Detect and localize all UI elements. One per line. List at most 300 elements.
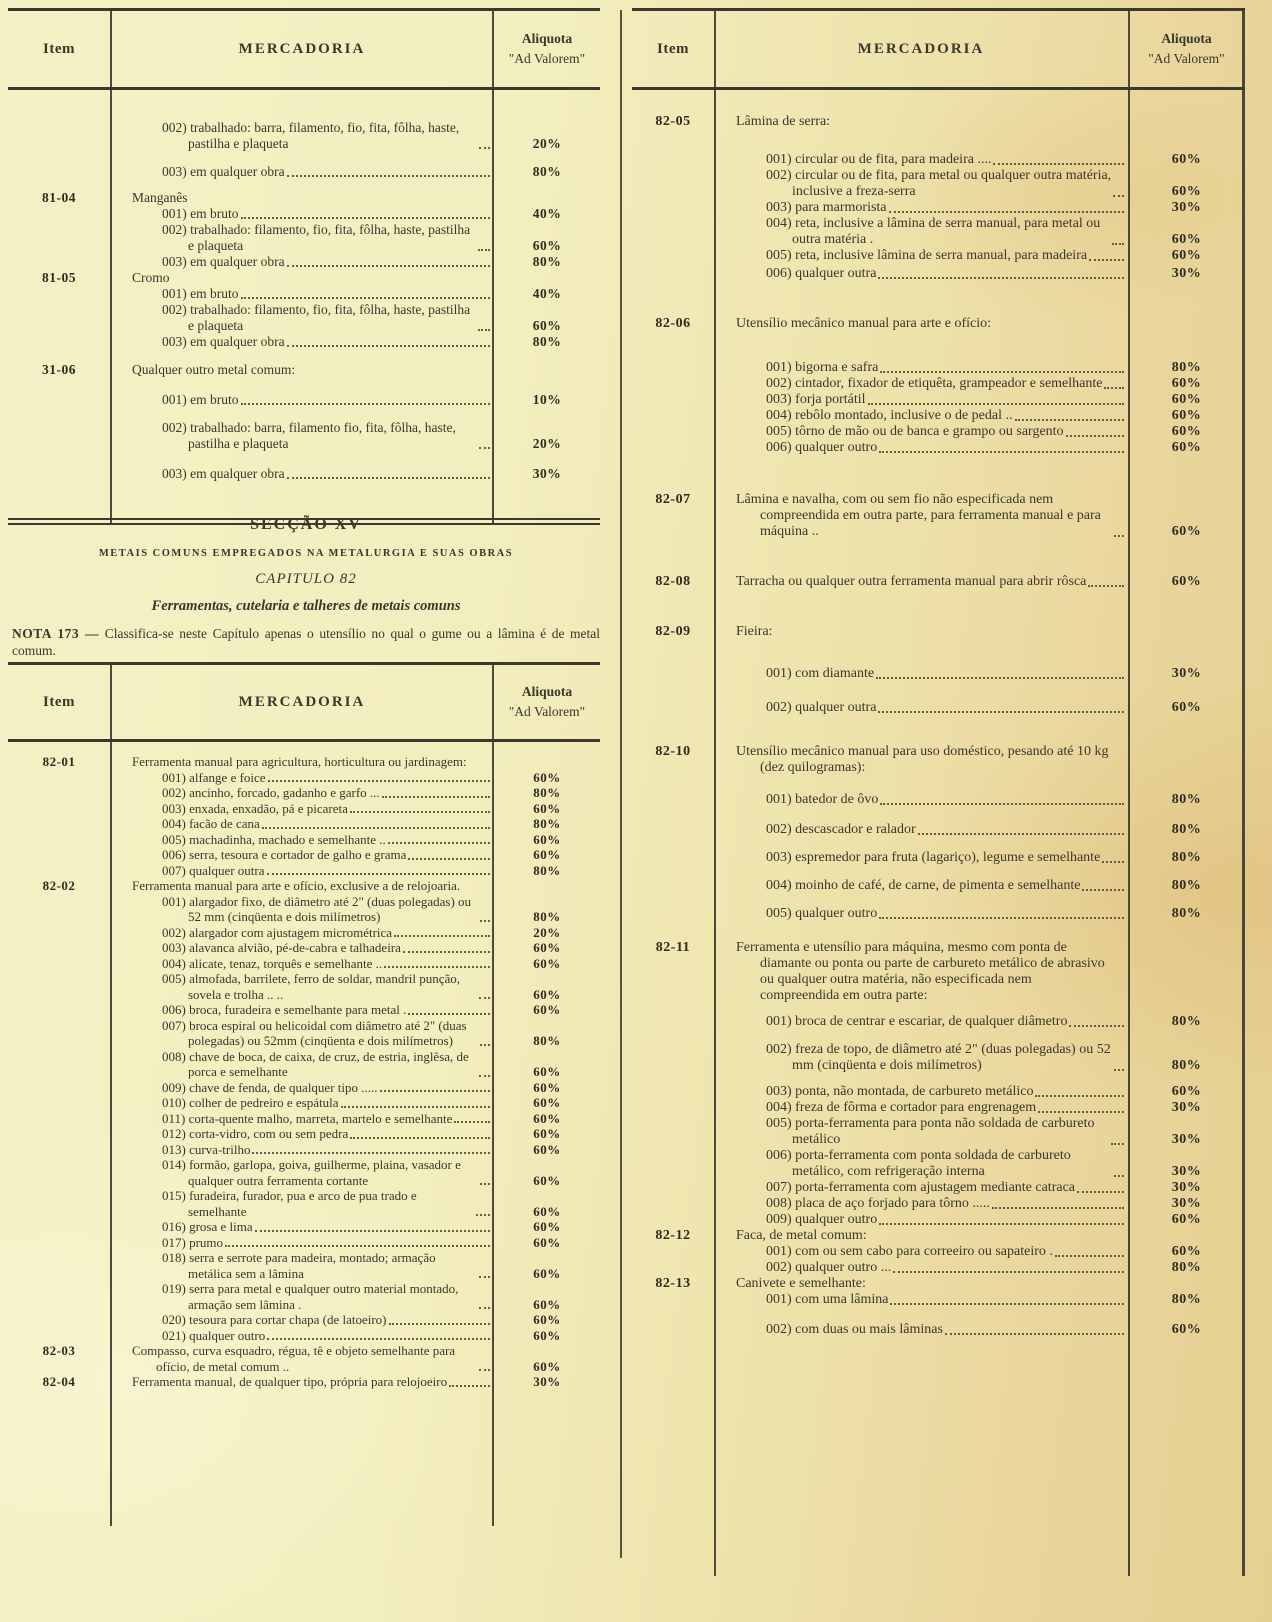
table-row (8, 1374, 600, 1390)
merchandise-description: 005) reta, inclusive lâmina de serra manual, para madeira (766, 248, 1088, 263)
dot-leader (945, 1327, 1124, 1335)
merchandise-description: Utensílio mecânico manual para uso doméstico, pesando até 10 kg (dez quilogramas): (736, 744, 1109, 775)
dot-leader (479, 441, 490, 449)
merchandise-description: Fieira: (736, 624, 773, 639)
tariff-table-left-top (8, 8, 600, 525)
rate-value: 20% (532, 436, 562, 451)
table-row (8, 801, 600, 817)
dot-leader (479, 1301, 490, 1309)
rate-value: 60% (1171, 376, 1202, 391)
dot-leader (1113, 767, 1124, 773)
description-cell (110, 1111, 452, 1127)
rate-column-divider (1128, 8, 1130, 1576)
dot-leader (478, 243, 490, 251)
dot-leader (394, 929, 490, 937)
table-row (8, 1142, 600, 1158)
dot-leader (480, 1038, 490, 1046)
table-row (8, 1002, 600, 1018)
rate-value: 60% (533, 1234, 561, 1250)
table-row (8, 1049, 600, 1080)
table-header (8, 11, 600, 87)
chapter-note (10, 625, 602, 659)
dot-leader (1114, 1063, 1124, 1071)
merchandise-description: 005) almofada, barrilete, ferro de soldar, mandril punção, sovela e trolha .. .. (162, 971, 460, 1002)
rate-value: 80% (1171, 1058, 1202, 1073)
rate-value: 60% (533, 831, 561, 847)
dot-leader (268, 774, 490, 782)
table-row (632, 168, 1245, 200)
column-header-mercadoria: MERCADORIA (238, 40, 366, 57)
description-cell (714, 392, 866, 408)
table-row (632, 248, 1245, 264)
rate-value: 60% (1171, 1084, 1202, 1099)
rate-value: 60% (533, 1358, 561, 1374)
table-row (8, 1188, 600, 1219)
table-row (8, 971, 600, 1002)
rate-value: 60% (1171, 248, 1202, 263)
rate-value: 60% (1171, 152, 1202, 167)
column-header-mercadoria: MERCADORIA (857, 40, 985, 57)
dot-leader (380, 1084, 490, 1092)
table-row (8, 863, 600, 879)
column-header-aliquota (494, 11, 600, 87)
rate-value: 60% (1171, 574, 1202, 589)
description-cell (714, 248, 1087, 264)
table-row (8, 1235, 600, 1251)
item-code: 82-04 (42, 1374, 76, 1389)
description-cell (110, 466, 285, 482)
merchandise-description: Canivete e semelhante: (736, 1276, 866, 1291)
description-cell (714, 1180, 1075, 1196)
column-header-mercadoria: MERCADORIA (238, 693, 366, 710)
merchandise-description: 003) em qualquer obra (162, 466, 285, 481)
dot-leader (476, 1208, 490, 1216)
dot-leader (1082, 883, 1124, 891)
dot-leader (241, 397, 491, 405)
rate-value: 60% (533, 1079, 561, 1095)
column-header-item: Item (43, 693, 75, 710)
table-row (8, 1095, 600, 1111)
table-row (632, 216, 1245, 248)
merchandise-description: 001) em bruto (162, 286, 239, 301)
rate-value: 60% (533, 1312, 561, 1327)
merchandise-description: Utensílio mecânico manual para arte e ofício: (736, 316, 992, 331)
merchandise-description: 003) para marmorista (766, 200, 887, 215)
table-row (632, 744, 1245, 776)
description-cell (110, 754, 467, 770)
dot-leader (1114, 995, 1124, 1001)
rate-value: 80% (1171, 1260, 1202, 1275)
rate-value: 30% (1171, 1180, 1202, 1195)
description-cell (714, 266, 876, 282)
description-cell (714, 792, 878, 808)
merchandise-description: 002) trabalhado: barra, filamento, fio, fita, fôlha, haste, pastilha e plaqueta (162, 120, 460, 151)
table-row (8, 1219, 600, 1235)
dot-leader (869, 1235, 1124, 1241)
table-row (8, 894, 600, 925)
description-cell (714, 1228, 867, 1244)
table-row (632, 408, 1245, 424)
rate-value: 60% (533, 1327, 561, 1343)
table-row (632, 440, 1245, 456)
table-body (8, 742, 600, 1526)
table-row (632, 1292, 1245, 1308)
rate-value: 30% (532, 466, 562, 481)
dot-leader (878, 271, 1124, 279)
rate-value: 80% (533, 909, 561, 924)
merchandise-description: 001) em bruto (162, 206, 239, 221)
description-cell (714, 1042, 1112, 1074)
ad-valorem-label: "Ad Valorem" (508, 51, 586, 66)
merchandise-description: 004) facão de cana (162, 816, 260, 831)
table-row (8, 785, 600, 801)
merchandise-description: 004) alicate, tenaz, torquês e semelhante .. (162, 955, 383, 971)
table-row (8, 1018, 600, 1049)
rate-column-divider (492, 662, 494, 1526)
merchandise-description: 003) alavanca alvião, pé-de-cabra e talhadeira (162, 940, 401, 955)
dot-leader (1114, 529, 1124, 537)
merchandise-description: Ferramenta e utensílio para máquina, mesmo com ponta de diamante ou ponta ou parte de carbureto metálico de abrasivo ou qualquer outra matéria, não especificada nem compreendida em outra parte: (736, 940, 1105, 1003)
item-code: 82-09 (655, 624, 691, 639)
description-cell (110, 785, 380, 801)
dot-leader (880, 797, 1124, 805)
rate-value: 30% (1171, 1196, 1202, 1211)
merchandise-description: 002) cintador, fixador de etiquêta, grampeador e semelhante (766, 376, 1103, 391)
description-cell (714, 1292, 888, 1308)
dot-leader (454, 1115, 490, 1123)
description-cell (110, 222, 476, 254)
dot-leader (480, 1177, 490, 1185)
dot-leader (880, 365, 1124, 373)
dot-leader (879, 1217, 1124, 1225)
rate-value: 60% (533, 1203, 561, 1219)
dot-leader (775, 631, 1124, 637)
item-code: 82-03 (42, 1343, 76, 1358)
merchandise-description: 005) machadinha, machado e semelhante .. (162, 831, 386, 847)
rate-value: 60% (533, 986, 561, 1002)
merchandise-description: 020) tesoura para cortar chapa (de latoeiro) (162, 1312, 387, 1327)
table-row (8, 334, 600, 350)
merchandise-description: 003) em qualquer obra (162, 334, 285, 349)
dot-leader (1038, 1105, 1124, 1113)
rate-value: 60% (533, 1265, 561, 1281)
dot-leader (893, 1265, 1124, 1273)
table-row (632, 1100, 1245, 1116)
rate-value: 60% (533, 1141, 561, 1157)
aliquota-label: Aliquota (1161, 31, 1212, 46)
table-row (8, 1126, 600, 1142)
description-cell (714, 200, 887, 216)
rate-value: 20% (533, 924, 561, 940)
table-row (8, 816, 600, 832)
rate-value: 60% (1171, 184, 1202, 199)
rate-value: 30% (533, 1374, 561, 1389)
description-cell (714, 1116, 1109, 1148)
description-cell (110, 420, 477, 452)
description-cell (110, 1018, 478, 1049)
aliquota-label: Aliquota (521, 31, 573, 46)
table-row (8, 1343, 600, 1374)
description-cell (110, 1157, 478, 1188)
rate-value: 60% (532, 318, 562, 333)
note-text: Classifica-se neste Capítulo apenas o utensílio no qual o gume ou a lâmina é de metal comum. (12, 626, 601, 658)
description-cell (714, 1322, 943, 1338)
table-row (632, 1228, 1245, 1244)
table-row (632, 114, 1245, 130)
item-code: 82-02 (42, 878, 76, 893)
merchandise-description: 003) em qualquer obra (162, 164, 285, 179)
description-cell (110, 1080, 378, 1096)
rate-value: 10% (532, 392, 562, 407)
table-row (632, 1148, 1245, 1180)
merchandise-description: Manganês (132, 190, 188, 205)
table-row (632, 1212, 1245, 1228)
description-cell (714, 1276, 866, 1292)
table-row (8, 956, 600, 972)
dot-leader (918, 827, 1124, 835)
table-row (632, 152, 1245, 168)
merchandise-description: Ferramenta manual, de qualquer tipo, própria para relojoeiro (132, 1374, 448, 1389)
merchandise-description: Compasso, curva esquadro, régua, tê e objeto semelhante para ofício, de metal comum .. (132, 1343, 456, 1374)
merchandise-description: Ferramenta manual para agricultura, horticultura ou jardinagem: (132, 754, 467, 769)
rate-value: 30% (1171, 1164, 1202, 1179)
merchandise-description: 014) formão, garlopa, goiva, guilherme, plaina, vasador e qualquer outra ferramenta cortante (162, 1157, 461, 1188)
merchandise-description: Tarracha ou qualquer outra ferramenta manual para abrir rôsca (736, 574, 1087, 589)
dot-leader (388, 836, 490, 844)
description-cell (110, 863, 265, 879)
merchandise-description: 012) corta-vidro, com ou sem pedra (162, 1126, 349, 1141)
rate-value: 60% (1171, 408, 1202, 423)
description-cell (110, 847, 406, 863)
column-header-aliquota (494, 665, 600, 739)
merchandise-description: 002) circular ou de fita, para metal ou qualquer outra matéria, inclusive a freza-serra (766, 168, 1112, 199)
item-code: 82-10 (655, 744, 691, 759)
rate-value: 60% (1171, 424, 1202, 439)
note-label: NOTA 173 — (12, 626, 100, 641)
item-code: 81-05 (42, 270, 76, 285)
rate-value: 60% (533, 1110, 561, 1126)
description-cell (110, 1002, 406, 1018)
rate-value: 80% (1171, 792, 1202, 807)
column-header-item: Item (43, 40, 75, 57)
description-cell (110, 832, 386, 848)
rate-value: 40% (532, 206, 562, 221)
table-row (8, 925, 600, 941)
dot-leader (890, 1297, 1124, 1305)
rate-value: 60% (1171, 232, 1202, 247)
dot-leader (384, 960, 490, 968)
merchandise-description: 003) espremedor para fruta (lagariço), legume e semelhante (766, 850, 1101, 865)
description-cell (714, 168, 1111, 200)
table-row (632, 1042, 1245, 1074)
table-row (8, 940, 600, 956)
description-cell (110, 1328, 265, 1344)
dot-leader (868, 397, 1124, 405)
dot-leader (287, 471, 490, 479)
dot-leader (225, 1239, 490, 1247)
merchandise-description: 003) forja portátil (766, 392, 866, 407)
table-row (8, 206, 600, 222)
merchandise-description: 013) curva-trilho (162, 1141, 251, 1157)
item-code: 82-07 (655, 492, 691, 507)
dot-leader (1069, 1019, 1124, 1027)
table-row (632, 822, 1245, 838)
merchandise-description: 001) com diamante (766, 666, 875, 681)
rate-value: 80% (533, 862, 561, 878)
tariff-table-left-bottom (8, 662, 600, 1526)
dot-leader (252, 1146, 490, 1154)
rate-value: 60% (533, 940, 561, 955)
dot-leader (287, 169, 490, 177)
table-row (632, 878, 1245, 894)
description-cell (110, 925, 392, 941)
merchandise-description: 004) moinho de café, de carne, de pimenta e semelhante (766, 878, 1081, 893)
ad-valorem-label: "Ad Valorem" (1148, 51, 1225, 66)
description-cell (110, 1188, 474, 1219)
dot-leader (479, 991, 490, 999)
description-cell (714, 1260, 891, 1276)
description-cell (714, 1014, 1067, 1030)
dot-leader (267, 867, 490, 875)
description-cell (110, 878, 460, 894)
merchandise-description: 009) qualquer outro (766, 1212, 878, 1227)
table-row (632, 376, 1245, 392)
table-row (632, 1260, 1245, 1276)
merchandise-description: 006) porta-ferramenta com ponta soldada de carbureto metálico, com refrigeração interna (766, 1148, 1071, 1179)
description-cell (714, 376, 1102, 392)
chapter-title: Ferramentas, cutelaria e talheres de metais comuns (151, 598, 461, 614)
merchandise-description: 002) qualquer outra (766, 700, 877, 715)
rate-value: 30% (1171, 1100, 1202, 1115)
item-column-divider (714, 8, 716, 1576)
table-right-border (1242, 8, 1245, 1576)
rate-value: 60% (1171, 392, 1202, 407)
rate-value: 60% (533, 1219, 561, 1234)
dot-leader (1114, 1169, 1124, 1177)
rate-value: 60% (532, 238, 562, 253)
description-cell (110, 120, 477, 152)
description-cell (110, 1049, 477, 1080)
rate-value: 80% (1171, 1292, 1202, 1307)
description-cell (110, 801, 348, 817)
merchandise-description: 006) qualquer outro (766, 440, 878, 455)
dot-leader (879, 911, 1124, 919)
table-body (8, 120, 600, 518)
description-cell (714, 316, 991, 332)
item-code: 82-13 (655, 1276, 691, 1291)
merchandise-description: 021) qualquer outro (162, 1327, 266, 1343)
table-row (632, 200, 1245, 216)
description-cell (714, 1196, 990, 1212)
merchandise-description: 018) serra e serrote para madeira, montado; armação metálica sem a lâmina (162, 1250, 436, 1281)
table-row (632, 1276, 1245, 1292)
dot-leader (993, 323, 1124, 329)
table-row (632, 624, 1245, 640)
header-bottom-rule (632, 87, 1245, 90)
description-cell (714, 152, 991, 168)
table-row (8, 1312, 600, 1328)
merchandise-description: Lâmina de serra: (736, 114, 831, 129)
table-row (632, 574, 1245, 590)
merchandise-description: 004) freza de fôrma e cortador para engrenagem (766, 1100, 1037, 1115)
rate-value: 60% (1171, 700, 1202, 715)
description-cell (714, 440, 877, 456)
table-row (8, 1111, 600, 1127)
rate-value: 60% (533, 1126, 561, 1141)
item-code: 82-12 (655, 1228, 691, 1243)
aliquota-label: Aliquota (521, 684, 573, 699)
dot-leader (341, 1100, 490, 1108)
ad-valorem-label: "Ad Valorem" (508, 704, 586, 719)
dot-leader (479, 141, 490, 149)
dot-leader (868, 1283, 1124, 1289)
description-cell (110, 1095, 339, 1111)
table-row (8, 1157, 600, 1188)
table-row (632, 850, 1245, 866)
rate-value: 60% (1171, 1244, 1202, 1259)
description-cell (110, 1312, 387, 1328)
dot-leader (1104, 381, 1124, 389)
table-row (8, 832, 600, 848)
dot-leader (889, 205, 1124, 213)
merchandise-description: 008) chave de boca, de caixa, de cruz, de estria, inglêsa, de porca e semelhante (162, 1048, 469, 1079)
rate-value: 30% (1171, 200, 1202, 215)
merchandise-description: 004) reta, inclusive a lâmina de serra manual, para metal ou outra matéria . (766, 216, 1101, 247)
description-cell (110, 1343, 477, 1374)
table-row (8, 878, 600, 894)
table-row (632, 316, 1245, 332)
merchandise-description: Ferramenta manual para arte e ofício, exclusive a de relojoaria. (132, 878, 461, 893)
description-cell (714, 624, 773, 640)
dot-leader (479, 1363, 490, 1371)
description-cell (110, 1281, 477, 1312)
description-cell (110, 1250, 477, 1281)
description-cell (110, 1235, 223, 1251)
dot-leader (1077, 1185, 1124, 1193)
description-cell (714, 1100, 1036, 1116)
table-row (632, 940, 1245, 1004)
rate-value: 30% (1171, 666, 1202, 681)
merchandise-description: Qualquer outro metal comum: (132, 362, 296, 377)
table-row (8, 270, 600, 286)
merchandise-description: 001) em bruto (162, 392, 239, 407)
item-code: 82-06 (655, 316, 691, 331)
merchandise-description: 002) trabalhado: barra, filamento fio, fita, fôlha, haste, pastilha e plaqueta (162, 420, 456, 451)
description-cell (110, 1142, 250, 1158)
description-cell (110, 956, 382, 972)
rate-value: 80% (532, 254, 562, 269)
description-cell (714, 1244, 1053, 1260)
description-cell (110, 816, 260, 832)
rate-column-divider (492, 8, 494, 525)
merchandise-description: 015) furadeira, furador, pua e arco de pua trado e semelhante (162, 1188, 417, 1219)
rate-value: 80% (533, 785, 561, 800)
merchandise-description: 005) tôrno de mão ou de banca e grampo ou sargento (766, 424, 1064, 439)
table-row (632, 1322, 1245, 1338)
description-cell (110, 392, 239, 408)
item-code: 31-06 (42, 362, 76, 377)
table-row (8, 254, 600, 270)
rate-value: 60% (1171, 440, 1202, 455)
table-row (632, 1116, 1245, 1148)
description-cell (714, 424, 1064, 440)
dot-leader (479, 1270, 490, 1278)
rate-value: 60% (533, 769, 561, 785)
dot-leader (297, 369, 490, 375)
description-cell (714, 822, 916, 838)
rate-value: 60% (533, 1172, 561, 1188)
rate-value: 80% (1171, 850, 1202, 865)
